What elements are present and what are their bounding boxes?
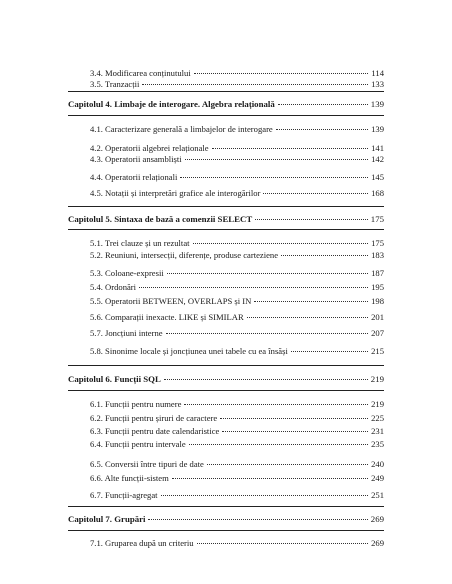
toc-section-entry [90, 143, 384, 154]
toc-section-entry [90, 413, 384, 424]
dot-leader [207, 464, 368, 465]
toc-entry-title: 5.6. Comparații inexacte. LIKE și SIMILAR [90, 312, 244, 322]
dot-leader [254, 301, 368, 302]
dot-leader [185, 159, 368, 160]
toc-page-number: 187 [371, 268, 384, 278]
toc-section-entry [90, 296, 384, 307]
toc-section-entry [90, 268, 384, 279]
toc-entry-title: 3.4. Modificarea conținutului [90, 68, 191, 78]
toc-entry-title: 5.7. Joncțiuni interne [90, 328, 163, 338]
toc-section-entry [90, 346, 384, 357]
toc-page-number: 139 [371, 124, 384, 134]
toc-section-entry [90, 312, 384, 323]
toc-page-number: 269 [371, 538, 384, 548]
dot-leader [166, 333, 369, 334]
dot-leader [276, 129, 368, 130]
toc-entry-title: 3.5. Tranzacții [90, 79, 140, 89]
section-rule [68, 229, 384, 230]
toc-page-number: 183 [371, 250, 384, 260]
dot-leader [255, 219, 368, 220]
dot-leader [220, 418, 368, 419]
toc-section-entry [90, 490, 384, 501]
toc-entry-title: 5.5. Operatorii BETWEEN, OVERLAPS și IN [90, 296, 252, 306]
toc-entry-title: 4.3. Operatorii ansambliști [90, 154, 182, 164]
dot-leader [180, 177, 368, 178]
dot-leader [291, 351, 368, 352]
toc-page-number: 175 [371, 238, 384, 248]
toc-entry-title: 5.8. Sinonime locale și joncțiunea unei tabele cu ea însăși [90, 346, 288, 356]
toc-entry-title: 6.7. Funcții-agregat [90, 490, 158, 500]
toc-entry-title: 5.1. Trei clauze și un rezultat [90, 238, 190, 248]
section-rule [68, 365, 384, 366]
toc-section-entry [90, 439, 384, 450]
toc-entry-title: 5.2. Reuniuni, intersecții, diferențe, produse carteziene [90, 250, 279, 260]
toc-page-number: 145 [371, 172, 384, 182]
section-rule [68, 115, 384, 116]
toc-section-entry [90, 79, 384, 90]
toc-chapter-entry [68, 514, 384, 525]
dot-leader [222, 431, 368, 432]
toc-page-number: 235 [371, 439, 384, 449]
dot-leader [139, 287, 368, 288]
toc-section-entry [90, 328, 384, 339]
dot-leader [212, 148, 369, 149]
toc-page-number: 240 [371, 459, 384, 469]
toc-page-number: 201 [371, 312, 384, 322]
dot-leader [184, 404, 368, 405]
toc-page-number: 198 [371, 296, 384, 306]
toc-page-number: 175 [370, 214, 384, 224]
section-rule [68, 206, 384, 207]
toc-entry-title: 5.4. Ordonări [90, 282, 137, 292]
toc-entry-title: Capitolul 5. Sintaxa de bază a comenzii SELECT [68, 214, 253, 224]
toc-entry-title: Capitolul 6. Funcții SQL [68, 374, 161, 384]
dot-leader [197, 543, 369, 544]
toc-entry-title: 4.1. Caracterizare generală a limbajelor de interogare [90, 124, 273, 134]
section-rule [68, 530, 384, 531]
toc-page-number: 231 [371, 426, 384, 436]
dot-leader [172, 478, 368, 479]
toc-section-entry [90, 282, 384, 293]
dot-leader [281, 255, 368, 256]
toc-section-entry [90, 426, 384, 437]
toc-section-entry [90, 68, 384, 79]
dot-leader [167, 273, 368, 274]
toc-page-number: 133 [371, 79, 384, 89]
dot-leader [194, 73, 369, 74]
toc-entry-title: Capitolul 4. Limbaje de interogare. Algebra relațională [68, 99, 275, 109]
toc-entry-title: 6.2. Funcții pentru șiruri de caractere [90, 413, 218, 423]
toc-page-number: 114 [371, 68, 384, 78]
toc-section-entry [90, 124, 384, 135]
toc-page-number: 219 [370, 374, 384, 384]
toc-entry-title: Capitolul 7. Grupări [68, 514, 146, 524]
dot-leader [148, 519, 367, 520]
toc-section-entry [90, 188, 384, 199]
toc-page-number: 168 [371, 188, 384, 198]
toc-entry-title: 6.3. Funcții pentru date calendaristice [90, 426, 220, 436]
toc-section-entry [90, 172, 384, 183]
toc-page-number: 142 [371, 154, 384, 164]
dot-leader [263, 193, 368, 194]
toc-chapter-entry [68, 214, 384, 225]
toc-entry-title: 4.2. Operatorii algebrei relaționale [90, 143, 209, 153]
toc-page-number: 207 [371, 328, 384, 338]
toc-entry-title: 6.6. Alte funcții-sistem [90, 473, 169, 483]
dot-leader [164, 379, 368, 380]
toc-section-entry [90, 250, 384, 261]
dot-leader [247, 317, 368, 318]
toc-page-number: 139 [370, 99, 384, 109]
dot-leader [161, 495, 369, 496]
toc-page-number: 141 [371, 143, 384, 153]
toc-entry-title: 6.5. Conversii între tipuri de date [90, 459, 204, 469]
toc-page-number: 225 [371, 413, 384, 423]
toc-section-entry [90, 538, 384, 549]
toc-chapter-entry [68, 374, 384, 385]
dot-leader [189, 444, 368, 445]
toc-page-number: 251 [371, 490, 384, 500]
toc-page-number: 215 [371, 346, 384, 356]
toc-page-number: 195 [371, 282, 384, 292]
section-rule [68, 390, 384, 391]
toc-entry-title: 4.5. Notații și interpretări grafice ale interogărilor [90, 188, 261, 198]
section-rule [68, 506, 384, 507]
toc-entry-title: 6.1. Funcții pentru numere [90, 399, 182, 409]
toc-entry-title: 4.4. Operatorii relaționali [90, 172, 178, 182]
dot-leader [193, 243, 369, 244]
toc-section-entry [90, 459, 384, 470]
toc-section-entry [90, 154, 384, 165]
dot-leader [142, 84, 368, 85]
toc-entry-title: 5.3. Coloane-expresii [90, 268, 164, 278]
toc-page-number: 269 [370, 514, 384, 524]
toc-chapter-entry [68, 99, 384, 110]
toc-entry-title: 7.1. Gruparea după un criteriu [90, 538, 194, 548]
toc-section-entry [90, 238, 384, 249]
toc-page-number: 219 [371, 399, 384, 409]
toc-entry-title: 6.4. Funcții pentru intervale [90, 439, 186, 449]
section-rule [68, 91, 384, 92]
dot-leader [278, 104, 368, 105]
toc-page-number: 249 [371, 473, 384, 483]
toc-section-entry [90, 399, 384, 410]
toc-section-entry [90, 473, 384, 484]
